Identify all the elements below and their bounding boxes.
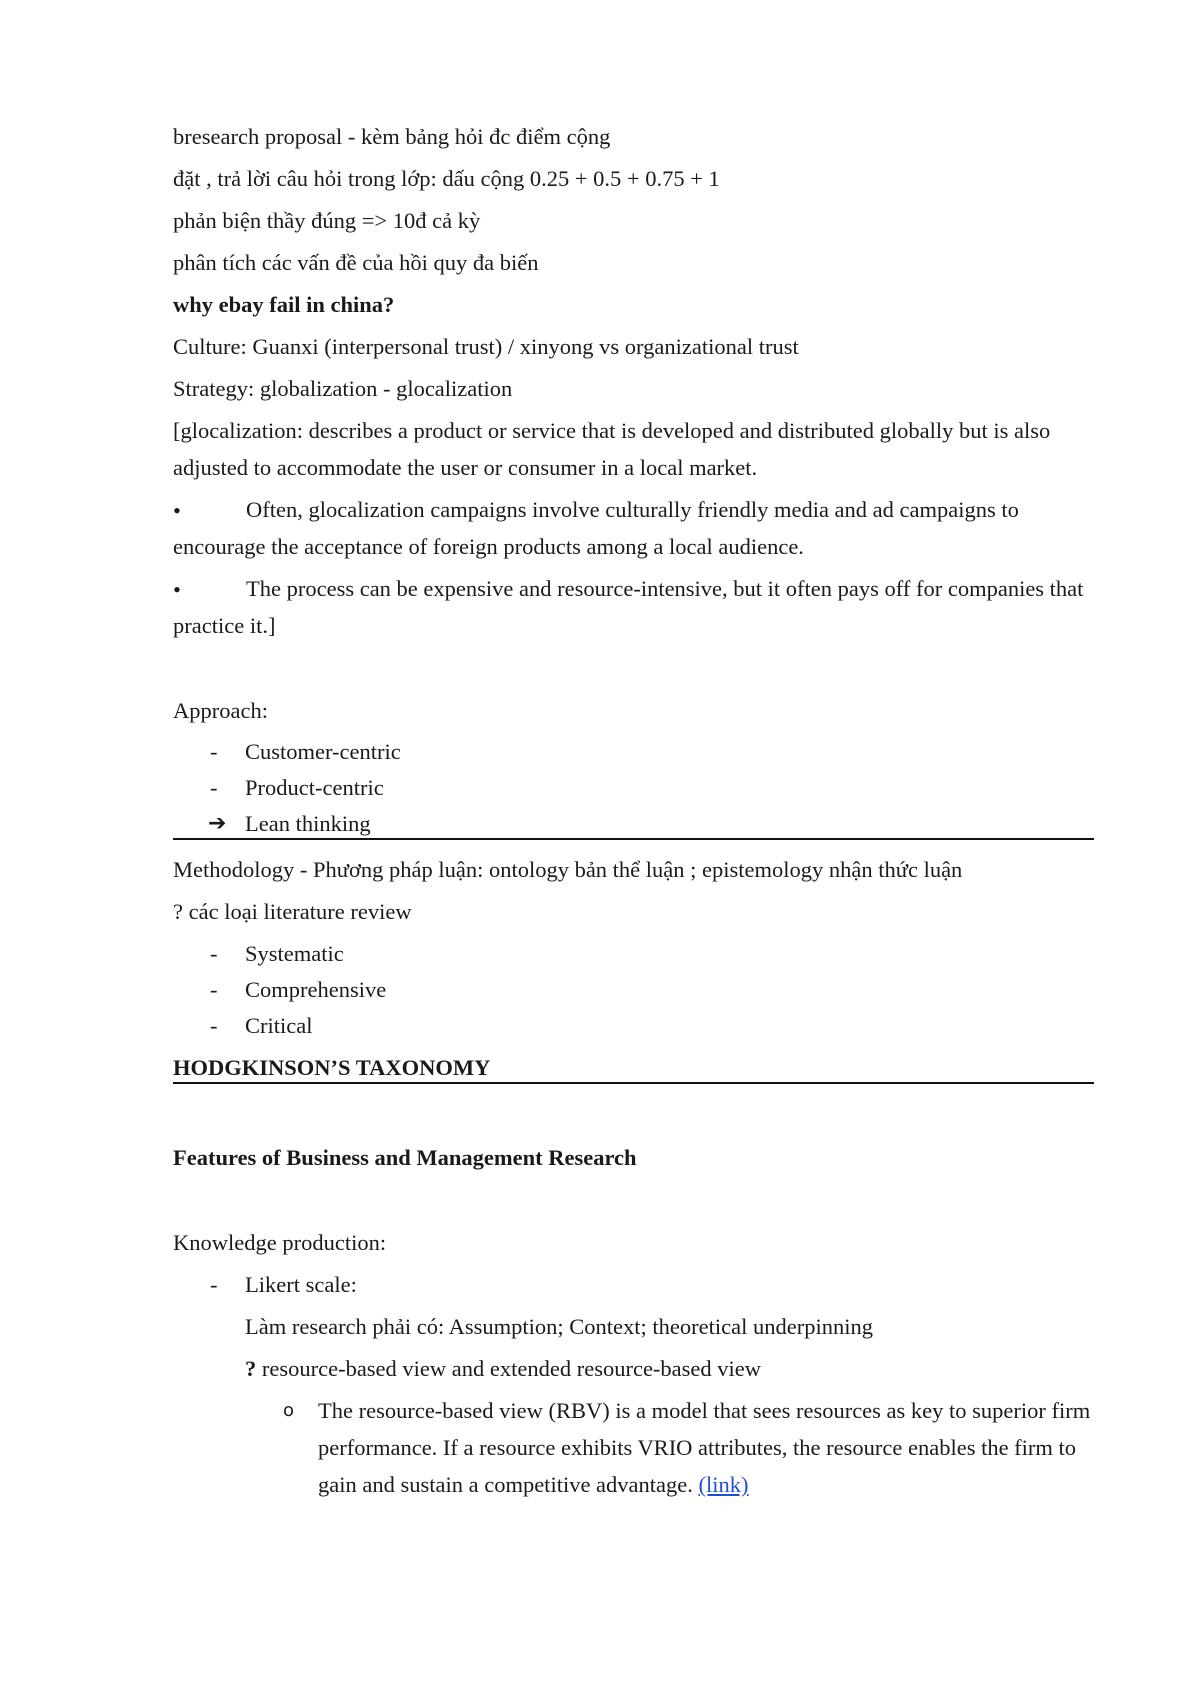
rbv-description [318, 1392, 1098, 1503]
ebay-heading: why ebay fail in china? [173, 292, 395, 317]
approach-item: Product-centric [245, 775, 384, 800]
divider [173, 1082, 1094, 1084]
rbv-question [245, 1358, 761, 1381]
note-line-2: đặt , trả lời câu hỏi trong lớp: dấu cộng 0.25 + 0.5 + 0.75 + 1 [173, 166, 720, 191]
knowledge-production-heading: Knowledge production: [173, 1230, 387, 1255]
taxonomy-heading: HODGKINSON’S TAXONOMY [173, 1055, 491, 1080]
strategy-line: Strategy: globalization - glocalization [173, 376, 513, 401]
approach-item: Customer-centric [245, 739, 401, 764]
circle-bullet-icon: o [283, 1400, 295, 1421]
research-requirements: Làm research phải có: Assumption; Context; theoretical underpinning [245, 1314, 873, 1339]
lit-type-item: Critical [245, 1013, 313, 1038]
bullet-item: The process can be expensive and resource-intensive, but it often pays off for companies that practice it.] [173, 576, 1084, 638]
note-line-4: phân tích các vấn đề của hồi quy đa biến [173, 250, 539, 275]
dash-icon: - [210, 1272, 218, 1297]
features-heading: Features of Business and Management Research [173, 1145, 637, 1170]
rbv-question-text: resource-based view and extended resource-based view [261, 1356, 762, 1381]
divider [173, 838, 1094, 840]
rbv-description-text: The resource-based view (RBV) is a model that sees resources as key to superior firm performance. If a resource exhibits VRIO attributes, the resource enables the firm to gain and sustain a competitive advantage. [318, 1398, 1091, 1497]
reference-link[interactable]: (link) [698, 1472, 749, 1497]
approach-heading: Approach: [173, 698, 268, 723]
glocalization-definition: [glocalization: describes a product or service that is developed and distributed globally but is also adjusted to accommodate the user or consumer in a local market. [173, 418, 1051, 480]
bullet-icon: • [173, 498, 181, 523]
bullet-icon: • [173, 577, 181, 602]
likert-scale-item: Likert scale: [245, 1272, 357, 1297]
dash-icon: - [210, 739, 218, 764]
approach-conclusion: Lean thinking [245, 811, 371, 836]
dash-icon: - [210, 1013, 218, 1038]
lit-type-item: Comprehensive [245, 977, 387, 1002]
note-line-3: phản biện thầy đúng => 10đ cả kỳ [173, 208, 481, 233]
lit-type-item: Systematic [245, 941, 344, 966]
dash-icon: - [210, 941, 218, 966]
culture-line: Culture: Guanxi (interpersonal trust) / xinyong vs organizational trust [173, 334, 799, 359]
methodology-line: Methodology - Phương pháp luận: ontology bản thể luận ; epistemology nhận thức luận [173, 857, 963, 882]
dash-icon: - [210, 775, 218, 800]
arrow-right-icon: ➔ [208, 811, 227, 836]
question-mark: ? [245, 1356, 257, 1381]
dash-icon: - [210, 977, 218, 1002]
bullet-item: Often, glocalization campaigns involve culturally friendly media and ad campaigns to encourage the acceptance of foreign products among a local audience. [173, 497, 1019, 559]
note-line-1: bresearch proposal - kèm bảng hỏi đc điểm cộng [173, 124, 611, 149]
literature-review-question: ? các loại literature review [173, 899, 412, 924]
